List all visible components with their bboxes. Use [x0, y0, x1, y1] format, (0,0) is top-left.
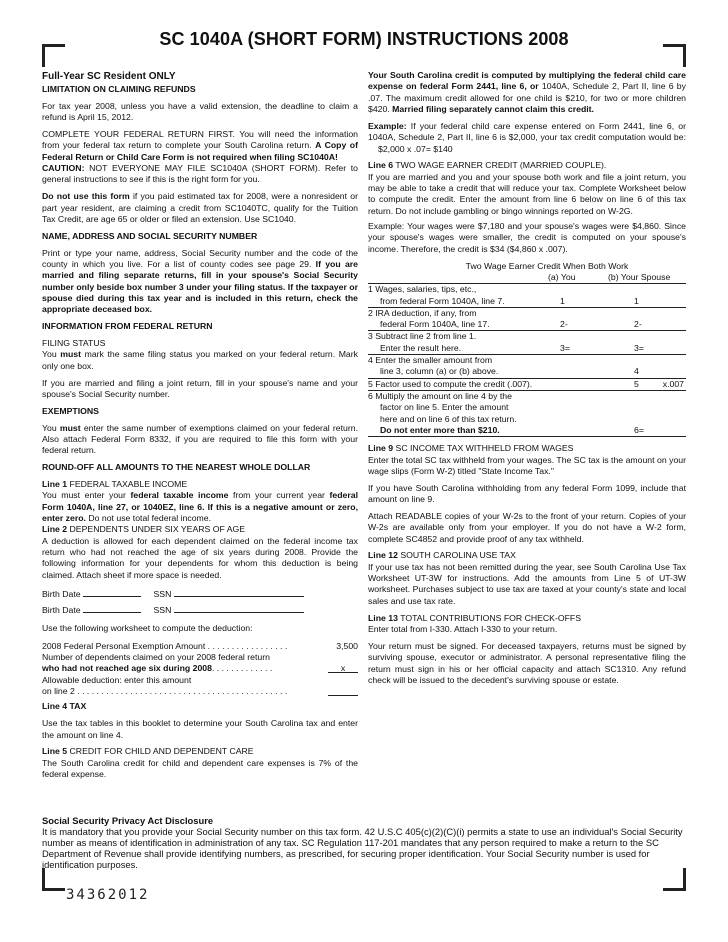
filing-status-b: mark the same filing status you marked on your federal return. Mark only one box.	[42, 349, 358, 371]
column-b-header: (b) Your Spouse	[608, 272, 671, 282]
line13-heading: TOTAL CONTRIBUTIONS FOR CHECK-OFFS	[400, 612, 582, 623]
line-1-label-b: from federal Form 1040A, line 7.	[380, 295, 505, 306]
ssn-field[interactable]	[174, 603, 304, 613]
line6-example: Example: Your wages were $7,180 and your spouse's wages were $4,860. Since your spouse's wages were smaller, the credit is computed on your spouse's income. Therefore, the credit is $34 ($4,860 x .007).	[368, 221, 686, 254]
line12-label: Line 12	[368, 550, 398, 561]
dependents-row	[42, 652, 358, 675]
complete-federal-text	[42, 129, 358, 163]
line-4-label-a: 4 Enter the smaller amount from	[368, 355, 493, 366]
complete-federal-a: COMPLETE YOUR FEDERAL RETURN FIRST. You will need the information from your federal tax return to complete your South Carolina return.	[42, 129, 358, 151]
line9-heading: SC INCOME TAX WITHHELD FROM WAGES	[395, 443, 574, 454]
line6-body: If you are married and you and your spouse both work and file a joint return, you may be able to take a credit that will reduce your tax. Complete Worksheet below to compute the credit. Enter the amount from line 6 below on line 6 of this tax return. Do not include gambling or bingo winnings reported on W-2G.	[368, 171, 686, 216]
worksheet-line-2b	[368, 319, 686, 331]
ssn-label: SSN	[153, 588, 172, 599]
worksheet-line-1a	[368, 284, 686, 295]
worksheet-line-2a	[368, 308, 686, 319]
left-column	[42, 70, 358, 786]
worksheet-line-3a	[368, 331, 686, 342]
worksheet-line-1b	[368, 296, 686, 308]
filing-status-text	[42, 349, 358, 372]
column-a-header: (a) You	[548, 272, 576, 282]
line1-heading: FEDERAL TAXABLE INCOME	[69, 478, 188, 489]
line1-e: Do not use total federal income.	[88, 513, 212, 523]
privacy-text: It is mandatory that you provide your Social Security number on this tax form. 42 U.S.C 405(c)(2)(C)(i) permits a state to use an individual's Social Security number as means of identification in administration of any tax. SC Regulation 117-201 mandates that any person required to make a return to the SC Department of Revenue shall provide identifying numbers, as prescribed, for securing proper identification. Your Social Security number is used for identification purposes.	[42, 825, 683, 870]
line-6-label-c: here and on line 6 of this tax return.	[380, 413, 517, 424]
line-2-col-a[interactable]: 2-	[560, 319, 568, 330]
worksheet-line-6b	[368, 402, 686, 413]
worksheet-line-4a	[368, 355, 686, 366]
caution-body: NOT EVERYONE MAY FILE SC1040A (SHORT FORM). Refer to general instructions to see if this is the right form for you.	[42, 163, 359, 185]
complete-federal-b: A Copy of Federal Return or Child Care Form is not required when filing SC1040A!	[42, 140, 358, 162]
corner-mark-bottom-right	[663, 868, 686, 891]
line-6-label-b: factor on line 5. Enter the amount	[380, 402, 509, 413]
caution-label: CAUTION:	[42, 163, 85, 174]
resident-heading: Full-Year SC Resident ONLY	[42, 71, 176, 82]
line-2-col-b[interactable]: 2-	[634, 319, 642, 330]
exemptions-b: enter the same number of exemptions claimed on your federal return. Also attach Federal Form 8332, if you are required to file this form with your federal return.	[42, 422, 358, 456]
line2-text: A deduction is allowed for each dependent claimed on the federal income tax return who had not reached the age of six years during 2008. Provide the following information for your dependents for whom this deduction is being claimed. Attach sheet if more space is needed.	[42, 535, 358, 580]
joint-return-text: If you are married and filing a joint return, fill in your spouse's name and your spouse's Social Security number.	[42, 377, 358, 399]
line9-label: Line 9	[368, 443, 394, 454]
worksheet-line-6a	[368, 391, 686, 402]
filing-status-a: You	[42, 349, 57, 360]
worksheet-line-5	[368, 379, 686, 391]
line-5-label: 5 Factor used to compute the credit (.007).	[368, 378, 533, 389]
example-body: If your federal child care expense entered on Form 2441, line 6, or 1040A, Schedule 2, Part II, line 6 is $2,000, your tax credit computation would be:	[368, 120, 686, 143]
birth-date-row-2	[42, 603, 358, 616]
page-title: SC 1040A (SHORT FORM) INSTRUCTIONS 2008	[159, 29, 569, 49]
right-column	[368, 70, 686, 692]
line5-label: Line 5	[42, 746, 68, 757]
privacy-heading: Social Security Privacy Act Disclosure	[42, 815, 214, 826]
exemption-amount-row	[42, 641, 358, 652]
corner-mark-bottom-left	[42, 868, 65, 891]
line9-text	[368, 443, 686, 477]
filing-status-label: FILING STATUS	[42, 338, 106, 349]
line12-heading: SOUTH CAROLINA USE TAX	[400, 550, 516, 561]
line2-title	[42, 524, 358, 535]
birth-date-field[interactable]	[83, 603, 141, 613]
exemptions-text	[42, 423, 358, 457]
line-5-col-b: 5	[634, 378, 639, 389]
line-6-label-d: Do not enter more than $210.	[380, 424, 500, 435]
worksheet-line-6d	[368, 425, 686, 437]
birth-date-label: Birth Date	[42, 604, 81, 615]
roundoff-heading: ROUND-OFF ALL AMOUNTS TO THE NEAREST WHOLE DOLLAR	[42, 462, 311, 473]
exemptions-must: must	[59, 422, 81, 433]
line12-text	[368, 550, 686, 607]
name-address-text	[42, 248, 358, 316]
line1-title	[42, 479, 358, 490]
allowable-field[interactable]	[328, 686, 358, 696]
allowable-row-b	[42, 686, 358, 697]
line-1-col-b[interactable]: 1	[634, 295, 639, 306]
sc-credit-text	[368, 70, 686, 115]
name-address-bold: If you are married and filing separate returns, fill in your spouse's Social Security number only beside box number 3 under your filing status. If the taxpayer or spouse died during this tax year and is included in this return, check the appropriate deceased box.	[42, 258, 358, 315]
exemption-amount-label: 2008 Federal Personal Exemption Amount . . . . . . . . . . . . . . . . .	[42, 640, 288, 651]
form-code: 34362012	[66, 887, 150, 903]
line1-a: You must enter your	[42, 490, 126, 501]
line13-body: Enter total from I-330. Attach I-330 to your return.	[368, 623, 558, 634]
line-2-label-b: federal Form 1040A, line 17.	[380, 319, 490, 330]
line1-text	[42, 490, 358, 524]
line12-body: If your use tax has not been remitted during the year, see South Carolina Use Tax Worksheet UT-3W for instructions. Add the amounts from Line 5 of UT-3W worksheet. Purchases subject to use tax are taxed at your county's state and local sales and use tax rate.	[368, 561, 686, 606]
line-1-col-a[interactable]: 1	[560, 295, 565, 306]
worksheet-line-6c	[368, 414, 686, 425]
line4-text: Use the tax tables in this booklet to determine your South Carolina tax and enter the amount on line 4.	[42, 718, 358, 740]
sc-credit-c: Married filing separately cannot claim this credit.	[392, 104, 594, 115]
worksheet-line-4b	[368, 366, 686, 378]
worksheet-title: Two Wage Earner Credit When Both Work	[465, 260, 629, 271]
example-text	[368, 121, 686, 155]
name-address-heading: NAME, ADDRESS AND SOCIAL SECURITY NUMBER	[42, 230, 258, 241]
signature-text: Your return must be signed. For deceased taxpayers, returns must be signed by surviving spouse, executor or administrator. A personal representative filing the return must sign in his or her official capacity and attach SC1310. Any refund check will be issued to the decedent's surviving spouse or estate.	[368, 640, 686, 685]
line-4-col-b[interactable]: 4	[634, 366, 639, 377]
dependents-label-b: who had not reached age six during 2008	[42, 663, 212, 674]
ssn-field[interactable]	[174, 587, 304, 597]
exemptions-heading: EXEMPTIONS	[42, 405, 99, 416]
caution-text	[42, 163, 358, 186]
line4-heading: Line 4 TAX	[42, 701, 87, 712]
allowable-label-a: Allowable deduction: enter this amount	[42, 674, 192, 685]
federal-info-heading: INFORMATION FROM FEDERAL RETURN	[42, 321, 213, 332]
line-3-col-b[interactable]: 3=	[634, 342, 644, 353]
line6-label: Line 6	[368, 160, 394, 171]
line9-1099-text: If you have South Carolina withholding from any federal Form 1099, include that amount on line 9.	[368, 482, 686, 505]
line13-label: Line 13	[368, 612, 398, 623]
line-3-label-b: Enter the result here.	[380, 342, 462, 353]
line2-heading: DEPENDENTS UNDER SIX YEARS OF AGE	[69, 524, 246, 535]
line5-heading: CREDIT FOR CHILD AND DEPENDENT CARE	[69, 746, 254, 757]
ssn-label: SSN	[153, 604, 172, 615]
dependents-row-b	[42, 663, 358, 674]
line9-body: Enter the total SC tax withheld from your wages. The SC tax is the amount on your wage slips (Form W-2) titled "State Income Tax."	[368, 454, 686, 476]
line-5-factor: x.007	[662, 378, 684, 389]
line5-title	[42, 746, 358, 757]
line-1-label-a: 1 Wages, salaries, tips, etc.,	[368, 284, 477, 295]
refunds-text: For tax year 2008, unless you have a valid extension, the deadline to claim a refund is April 15, 2012.	[42, 100, 358, 123]
line-2-label-a: 2 IRA deduction, if any, from	[368, 307, 477, 318]
line1-b: federal taxable income	[130, 490, 229, 501]
line13-text	[368, 613, 686, 636]
birth-date-row-1	[42, 587, 358, 600]
exemptions-a: You	[42, 422, 57, 433]
line-6-col-b[interactable]: 6=	[634, 424, 644, 435]
line5-text: The South Carolina credit for child and dependent care expenses is 7% of the federal expense.	[42, 757, 358, 780]
line-6-label-a: 6 Multiply the amount on line 4 by the	[368, 390, 512, 401]
line1-d: federal Form 1040A, line 27, or 1040EZ, line 6. If this is a negative amount or zero, enter zero.	[42, 490, 359, 523]
multiply-sign: x	[340, 663, 346, 674]
dependents-label-a: Number of dependents claimed on your 2008 federal return	[42, 651, 270, 662]
example-calc: $2,000 x .07= $140	[378, 143, 453, 154]
line1-c: from your current year	[233, 490, 325, 501]
two-wage-earner-worksheet	[368, 261, 686, 438]
name-address-body: Print or type your name, address, Social Security number and the code of the county in which you live. For a list of county codes see page 29.	[42, 247, 358, 269]
refunds-heading: LIMITATION ON CLAIMING REFUNDS	[42, 84, 196, 94]
exemption-amount-value: 3,500	[336, 640, 358, 651]
example-label: Example:	[368, 120, 407, 131]
line-4-label-b: line 3, column (a) or (b) above.	[380, 366, 499, 377]
line-3-col-a[interactable]: 3=	[560, 342, 570, 353]
filing-status-must: must	[60, 349, 82, 360]
do-not-use-text	[42, 191, 358, 225]
worksheet-header	[368, 272, 686, 284]
worksheet-line-3b	[368, 343, 686, 355]
sc-credit-a: Your South Carolina credit is computed by multiplying the federal child care expense on federal Form 2441, line 6, or	[368, 70, 686, 92]
privacy-act-section	[42, 816, 690, 871]
line1-label: Line 1	[42, 478, 68, 489]
line6-text	[368, 160, 686, 217]
line-3-label-a: 3 Subtract line 2 from line 1.	[368, 331, 477, 342]
allowable-label-b: on line 2 . . . . . . . . . . . . . . . . . . . . . . . . . . . . . . . . . . . . . . . . . . . .	[42, 685, 288, 696]
line6-heading: TWO WAGE EARNER CREDIT (MARRIED COUPLE).	[395, 160, 607, 171]
sc-credit-b: 1040A, Schedule 2, Part II, line 6 by .07. The maximum credit allowed for one child is $210, for two or more children $420.	[368, 81, 686, 115]
do-not-use-bold: Do not use this form	[42, 191, 130, 202]
line2-label: Line 2	[42, 524, 68, 535]
dependents-dots: . . . . . . . . . . . . .	[211, 663, 273, 674]
line9-attach-text: Attach READABLE copies of your W-2s to the front of your return. Copies of your W-2s are available only from your employer. If you do not have a W-2 form, complete SC4852 and provide proof of any tax withheld.	[368, 510, 686, 544]
dependents-field[interactable]	[328, 663, 358, 673]
birth-date-label: Birth Date	[42, 588, 81, 599]
allowable-deduction-row	[42, 675, 358, 698]
do-not-use-body: if you paid estimated tax for 2008, were a nonresident or part year resident, are claiming a credit from SC1040TC, qualify for the Tuition Tax Credit, are age 65 or older or filed an extension. Use SC1040.	[42, 191, 358, 224]
worksheet-intro: Use the following worksheet to compute the deduction:	[42, 623, 253, 634]
birth-date-field[interactable]	[83, 587, 141, 597]
